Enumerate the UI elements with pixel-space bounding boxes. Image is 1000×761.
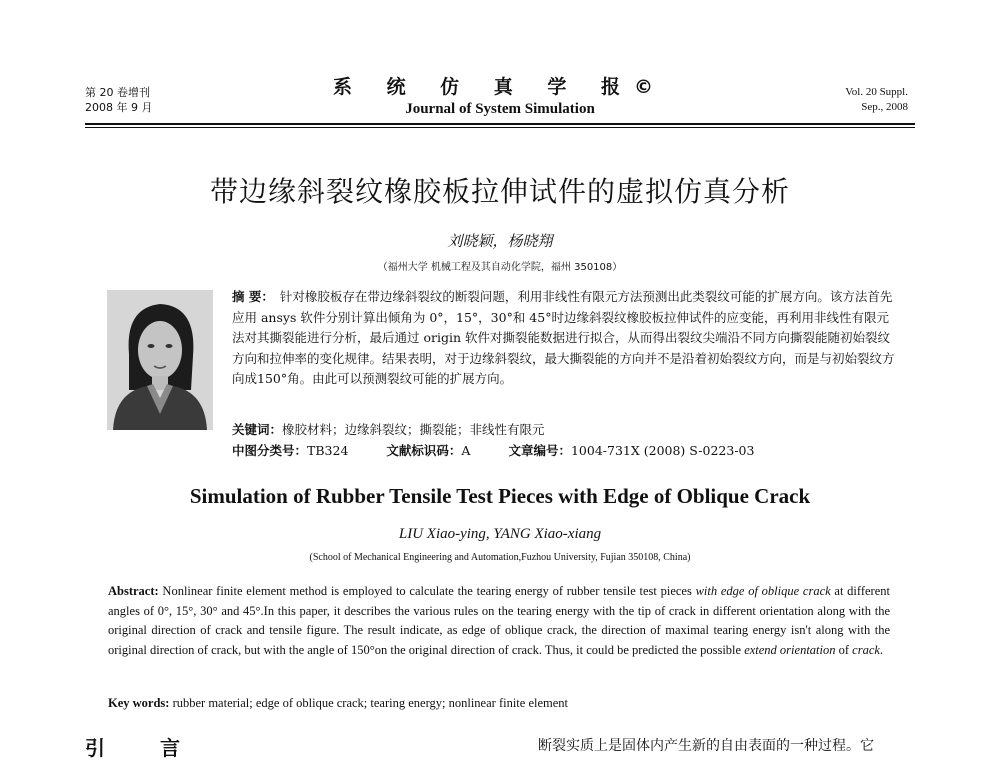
abstract-en-part1: Nonlinear finite element method is employed to calculate the tearing energy of rubber tensile test pieces <box>158 584 696 598</box>
abstract-en-label: Abstract: <box>108 584 159 598</box>
affiliation-en: (School of Mechanical Engineering and Automation,Fuzhou University, Fujian 350108, China) <box>309 552 691 563</box>
article-no-value: 1004-731X (2008) S-0223-03 <box>570 443 755 458</box>
abstract-en-part4: . <box>879 642 884 657</box>
doc-code-label: 文献标识码： <box>386 443 462 458</box>
header-date-en: Sep., 2008 <box>861 101 908 113</box>
abstract-en-italic1: with edge of oblique crack <box>695 584 831 598</box>
body-text-right-column: 断裂实质上是固体内产生新的自由表面的一种过程。它 <box>538 738 874 754</box>
affiliation-cn: （福州大学 机械工程及其自动化学院，福州 350108） <box>377 262 623 273</box>
doc-code-value: A <box>461 443 471 458</box>
author-photo-illustration <box>107 290 213 430</box>
abstract-en-part3: of <box>835 642 853 657</box>
header-rule-thick <box>85 123 915 125</box>
abstract-en-italic2: extend orientation <box>744 642 836 657</box>
classification-line <box>232 441 900 461</box>
keywords-cn-text: 橡胶材料；边缘斜裂纹；撕裂能；非线性有限元 <box>282 422 545 437</box>
clc-label: 中图分类号： <box>232 443 308 458</box>
abstract-en-italic3: crack <box>852 642 880 657</box>
header-issue-info <box>845 85 908 115</box>
journal-name-cn: 系 统 仿 真 学 报© <box>332 76 668 98</box>
header-rule-thin <box>85 127 915 128</box>
clc-value: TB324 <box>307 443 349 458</box>
article-no-label: 文章编号： <box>508 443 571 458</box>
keywords-en <box>108 694 890 712</box>
abstract-en-part2: at different angles of 0°, 15°, 30° and 45°.In this paper, it describes the various rules on the tearing energy with the tip of crack in different orientation along with the original direction of crack and tensile figure. The result indicate, as edge of oblique crack, the direction of maximal tearing energy isn't along with the original direction of crack, but with the angle of 150°on the original direction of crack. Thus, it could be predicted the possible <box>108 584 890 657</box>
paper-title-en: Simulation of Rubber Tensile Test Pieces with Edge of Oblique Crack <box>189 484 811 508</box>
header-volume: 第 20 卷增刊 <box>85 86 150 99</box>
authors-cn: 刘晓颖，杨晓翔 <box>447 232 553 250</box>
abstract-cn-label: 摘 要： <box>232 289 274 304</box>
keywords-cn-label: 关键词： <box>232 422 283 437</box>
abstract-cn-text: 针对橡胶板存在带边缘斜裂纹的断裂问题，利用非线性有限元方法预测出此类裂纹可能的扩展方向。该方法首先应用 ansys 软件分别计算出倾角为 0°，15°，30°和 45°时边缘斜裂纹橡胶板拉伸试件的应变能，再利用非线性有限元法对其撕裂能进行分析，最后通过 origin 软件对撕裂能数据进行拟合，从而得出裂纹尖端沿不同方向撕裂能随初始裂纹方向和拉伸率的变化规律。结果表明，对于边缘斜裂纹，最大撕裂能的方向并不是沿着初始裂纹方向，而是与初始裂纹方向成150°角。由此可以预测裂纹可能的扩展方向。 <box>232 289 895 386</box>
section-heading-introduction: 引 言 <box>85 736 204 760</box>
keywords-en-text: rubber material; edge of oblique crack; tearing energy; nonlinear finite element <box>169 696 569 710</box>
abstract-en <box>108 582 890 660</box>
keywords-cn <box>232 420 900 440</box>
abstract-cn <box>232 287 900 390</box>
authors-en: LIU Xiao-ying, YANG Xiao-xiang <box>398 526 602 542</box>
journal-name-en: Journal of System Simulation <box>405 101 595 117</box>
header-date-cn: 2008 年 9 月 <box>85 101 153 114</box>
author-photo <box>107 290 213 430</box>
paper-title-cn: 带边缘斜裂纹橡胶板拉伸试件的虚拟仿真分析 <box>209 175 790 208</box>
header-volume-en: Vol. 20 Suppl. <box>845 86 908 98</box>
keywords-en-label: Key words: <box>108 696 170 710</box>
